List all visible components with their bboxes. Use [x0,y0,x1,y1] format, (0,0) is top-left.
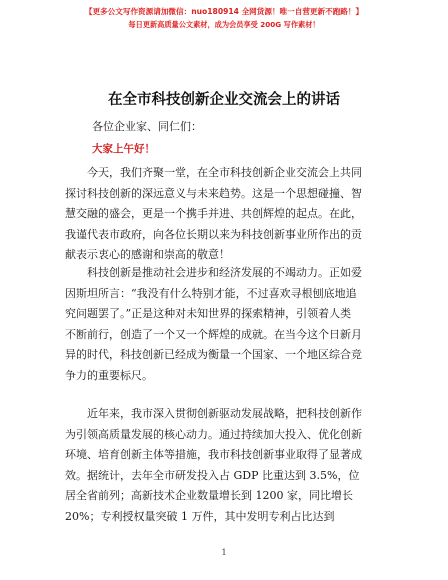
promo-banner-line-1: 【更多公文写作资源请加微信：nuo180914 全网货源！唯一自营更新不跑路！】 [84,7,364,16]
paragraph-line: 环境、培育创新主体等措施，我市科技创新事业取得了显著成 [65,448,362,461]
paragraph-line: 居全省前列；高新技术企业数量增长到 1200 家，同比增长 [65,489,353,502]
paragraph-line: 今天，我们齐聚一堂，在全市科技创新企业交流会上共同 [65,166,362,179]
paragraph-line: 20%；专利授权量突破 1 万件，其中发明专利占比达到 [65,509,335,523]
greeting: 大家上午好！ [92,143,155,155]
paragraph-1 [65,163,383,266]
paragraph-line: 因斯坦所言：“我没有什么特别才能，不过喜欢寻根刨底地追 [65,286,357,300]
paragraph-line: 我谨代表市政府，向各位长期以来为科技创新事业所作出的贡 [65,227,362,241]
promo-banner-line-2: 每日更新高质量公文素材，成为会员享受 200G 写作素材！ [128,20,320,29]
document-title: 在全市科技创新企业交流会上的讲话 [108,92,340,108]
paragraph-line: 探讨科技创新的深远意义与未来趋势。这是一个思想碰撞、智 [65,186,362,200]
paragraph-line: 不断前行，创造了一个又一个辉煌的成就。在当今这个日新月 [65,327,362,341]
paragraph-line: 慧交融的盛会，更是一个携手并进、共创辉煌的起点。在此， [65,207,362,220]
paragraph-line: 近年来，我市深入贯彻创新驱动发展战略，把科技创新作 [65,407,362,420]
paragraph-line: 争力的重要标尺。 [65,368,153,382]
paragraph-line: 效。据统计，去年全市研发投入占 GDP 比重达到 3.5%，位 [65,468,360,482]
salutation: 各位企业家、同仁们： [92,120,202,133]
paragraph-line: 科技创新是推动社会进步和经济发展的不竭动力。正如爱 [65,266,362,279]
paragraph-line: 究问题罢了。”正是这种对未知世界的探索精神，引领着人类 [65,307,352,320]
paragraph-line: 异的时代，科技创新已经成为衡量一个国家、一个地区综合竞 [65,348,362,361]
promo-banner [0,6,448,30]
paragraph-line: 为引领高质量发展的核心动力。通过持续加大投入、优化创新 [65,427,362,441]
paragraph-line: 献表示衷心的感谢和崇高的敬意！ [65,248,230,261]
page-number: 1 [221,548,227,557]
paragraph-2 [65,263,383,386]
paragraph-3 [65,404,383,527]
